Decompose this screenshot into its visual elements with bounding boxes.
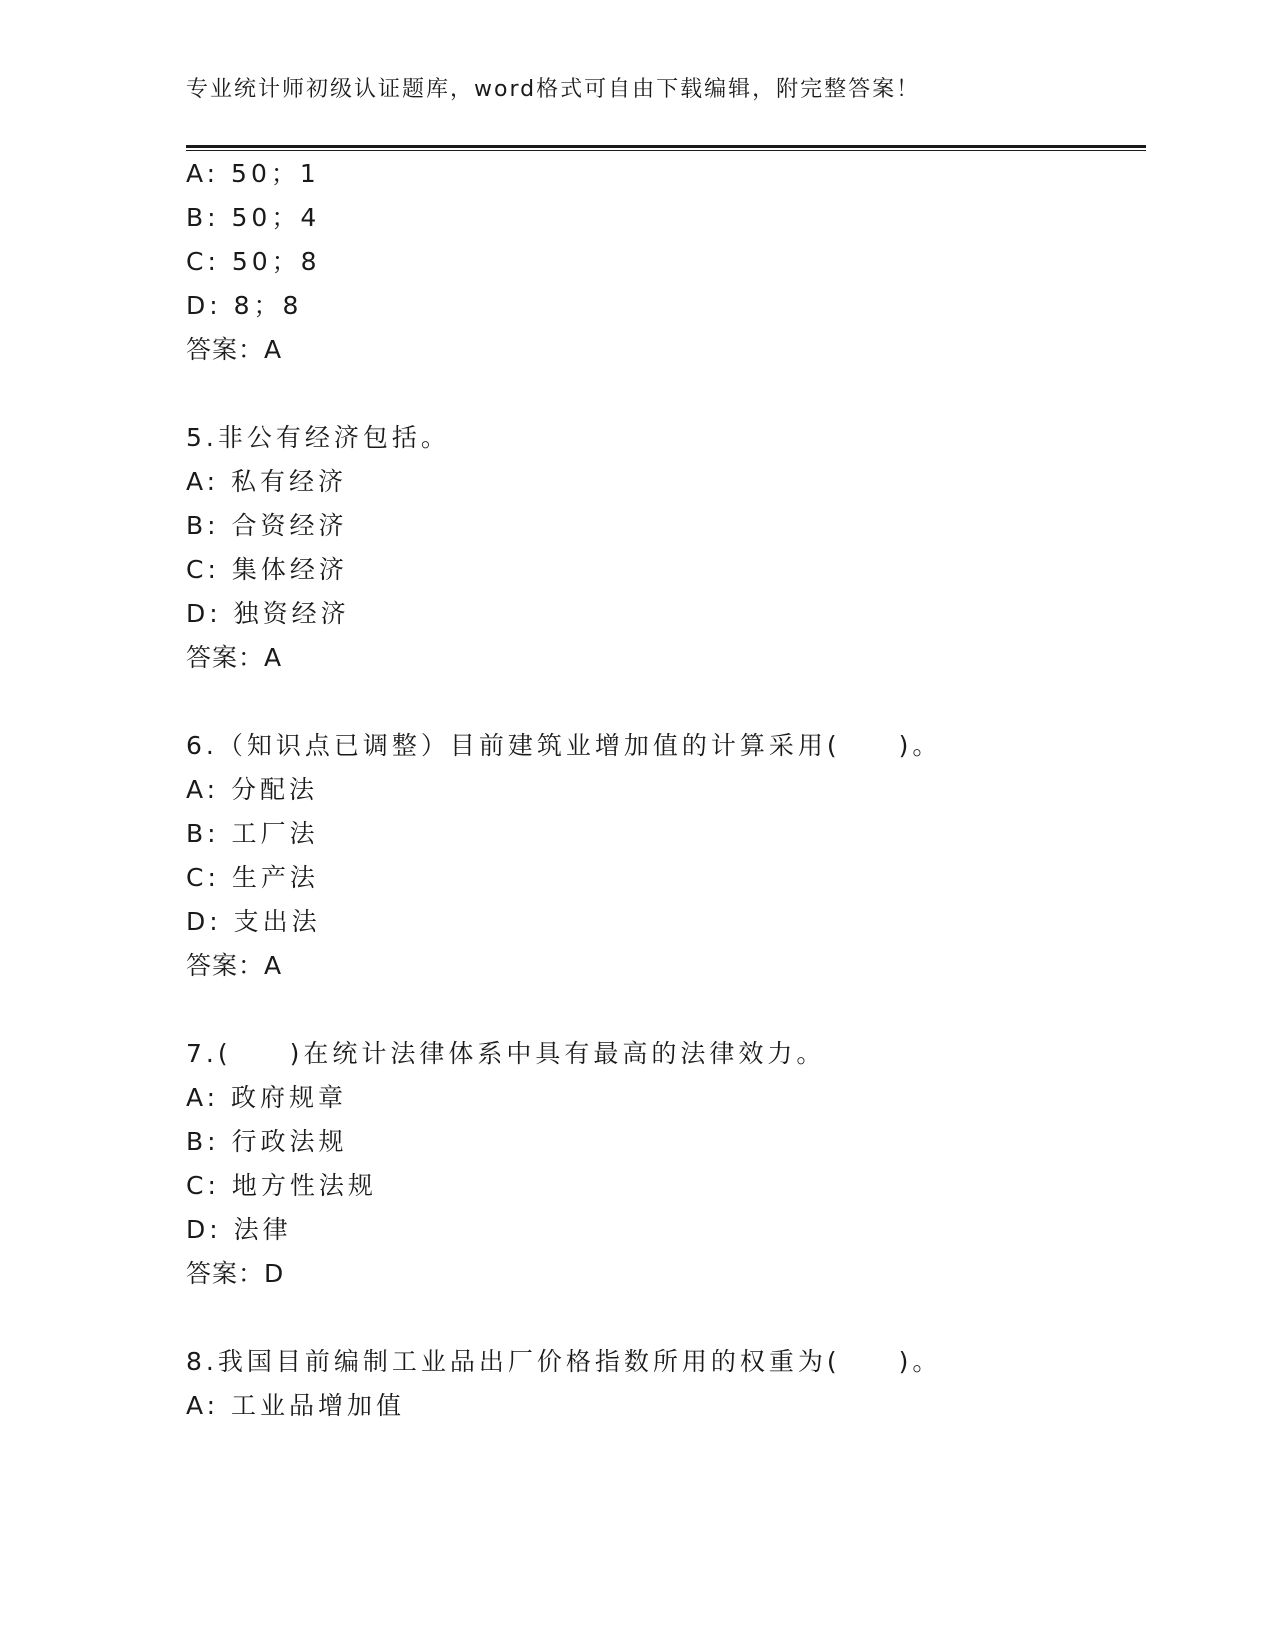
header-rule-thick — [186, 145, 1146, 148]
question-5-answer: 答案：A — [186, 643, 283, 672]
question-5-option-c: C: 集体经济 — [186, 555, 348, 584]
question-6-stem: 6.（知识点已调整）目前建筑业增加值的计算采用( )。 — [186, 731, 942, 760]
page-header: 专业统计师初级认证题库，word格式可自由下载编辑，附完整答案！ — [186, 77, 921, 102]
question-8-option-a: A: 工业品增加值 — [186, 1391, 406, 1420]
header-rule — [186, 145, 1146, 151]
header-rule-thin — [186, 150, 1146, 151]
question-6-answer: 答案：A — [186, 951, 283, 980]
question-6-option-d: D: 支出法 — [186, 907, 321, 936]
question-5-stem: 5.非公有经济包括。 — [186, 423, 450, 452]
prev-option-a: A: 50；1 — [186, 159, 320, 188]
question-6-option-c: C: 生产法 — [186, 863, 319, 892]
question-7-stem: 7.( )在统计法律体系中具有最高的法律效力。 — [186, 1039, 826, 1068]
prev-answer: 答案：A — [186, 335, 283, 364]
question-6-option-a: A: 分配法 — [186, 775, 319, 804]
prev-option-b: B: 50；4 — [186, 203, 321, 232]
question-5-option-d: D: 独资经济 — [186, 599, 350, 628]
question-8-stem: 8.我国目前编制工业品出厂价格指数所用的权重为( )。 — [186, 1347, 942, 1376]
question-6-option-b: B: 工厂法 — [186, 819, 319, 848]
question-5-option-a: A: 私有经济 — [186, 467, 348, 496]
question-5-option-b: B: 合资经济 — [186, 511, 348, 540]
question-7-option-a: A: 政府规章 — [186, 1083, 348, 1112]
question-7-option-c: C: 地方性法规 — [186, 1171, 377, 1200]
question-7-option-d: D: 法律 — [186, 1215, 292, 1244]
question-7-option-b: B: 行政法规 — [186, 1127, 348, 1156]
prev-option-d: D: 8；8 — [186, 291, 303, 320]
prev-option-c: C: 50；8 — [186, 247, 321, 276]
question-7-answer: 答案：D — [186, 1259, 285, 1288]
